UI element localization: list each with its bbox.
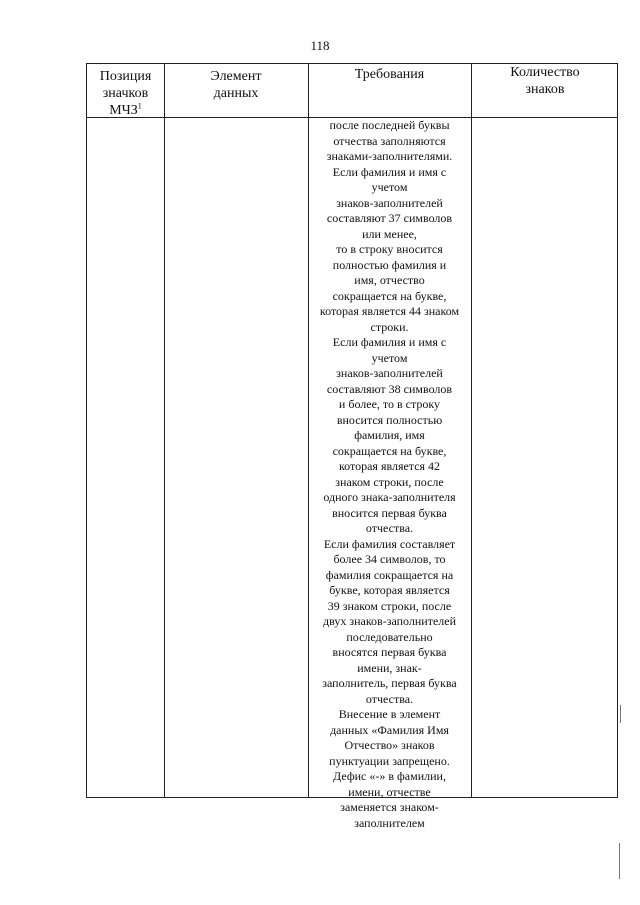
requirements-line: Отчество» знаков bbox=[344, 738, 435, 752]
margin-mark bbox=[620, 705, 621, 723]
requirements-line: Если фамилия и имя с bbox=[332, 335, 447, 349]
header-count bbox=[471, 64, 619, 98]
header-position-mchz: МЧЗ bbox=[109, 103, 138, 118]
requirements-line: отчества заполняются bbox=[333, 133, 446, 148]
header-element-line: данных bbox=[213, 86, 259, 101]
requirements-line: пунктуации запрещено. bbox=[329, 753, 450, 768]
requirements-line: букве, которая является bbox=[329, 583, 450, 597]
requirements-line: фамилия, имя bbox=[354, 428, 425, 442]
requirements-line: знаком строки, после bbox=[335, 474, 444, 489]
requirements-line: знаками-заполнителями. bbox=[326, 149, 453, 163]
requirements-line: или менее, bbox=[362, 226, 417, 241]
requirements-line: вносятся первая буква bbox=[332, 645, 447, 659]
requirements-line: Дефис «-» в фамилии, bbox=[333, 769, 446, 783]
requirements-line: заполнителем bbox=[354, 815, 425, 830]
requirements-line: Если фамилия составляет bbox=[323, 536, 456, 551]
requirements-line: вносится полностью bbox=[336, 412, 443, 427]
requirements-line: Внесение в элемент bbox=[338, 707, 441, 721]
requirements-line: заменяется знаком- bbox=[340, 800, 439, 814]
requirements-line: одного знака-заполнителя bbox=[323, 490, 456, 504]
header-position-footnote: 1 bbox=[137, 101, 142, 111]
requirements-line: фамилия сокращается на bbox=[325, 567, 454, 582]
header-position-line bbox=[87, 102, 164, 119]
requirements-line: после последней буквы bbox=[329, 118, 450, 132]
requirements-line: сокращается на букве, bbox=[332, 288, 447, 303]
header-count-line: знаков bbox=[525, 82, 565, 97]
requirements-line: двух знаков-заполнителей bbox=[322, 614, 457, 628]
header-count-line: Количество bbox=[510, 65, 580, 80]
requirements-cell bbox=[308, 118, 471, 831]
requirements-line: знаков-заполнителей bbox=[336, 195, 443, 210]
requirements-line: полностью фамилия и bbox=[332, 257, 447, 272]
requirements-line: отчества. bbox=[365, 691, 414, 706]
page-number: 118 bbox=[310, 38, 330, 53]
requirements-line: Если фамилия и имя с bbox=[332, 164, 447, 179]
requirements-line: и более, то в строку bbox=[338, 397, 441, 411]
requirements-line: имени, знак- bbox=[357, 660, 422, 675]
requirements-line: которая является 42 bbox=[338, 459, 441, 473]
requirements-line: имени, отчестве bbox=[348, 784, 431, 799]
requirements-line: составляют 37 символов bbox=[326, 211, 453, 225]
header-position bbox=[87, 64, 164, 119]
header-position-line: значков bbox=[102, 86, 149, 101]
requirements-line: знаков-заполнителей bbox=[336, 366, 443, 380]
header-position-line: Позиция bbox=[99, 69, 152, 84]
requirements-line: учетом bbox=[371, 180, 408, 194]
requirements-line: учетом bbox=[371, 350, 408, 365]
requirements-line: отчества. bbox=[365, 521, 414, 535]
header-element bbox=[164, 64, 308, 102]
requirements-table bbox=[86, 63, 618, 830]
requirements-line: строки. bbox=[370, 319, 409, 334]
requirements-line: 39 знаком строки, после bbox=[327, 598, 452, 613]
header-requirements bbox=[308, 64, 471, 83]
header-element-line: Элемент bbox=[210, 69, 262, 84]
requirements-line: вносится первая буква bbox=[332, 505, 447, 520]
column-divider bbox=[471, 64, 472, 797]
requirements-line: сокращается на букве, bbox=[332, 443, 447, 458]
requirements-line: то в строку вносится bbox=[336, 242, 443, 256]
requirements-line: более 34 символов, то bbox=[333, 552, 446, 566]
requirements-line: заполнитель, первая буква bbox=[322, 676, 457, 690]
requirements-line: последовательно bbox=[346, 629, 433, 644]
requirements-line: данных «Фамилия Имя bbox=[330, 722, 449, 737]
column-divider bbox=[164, 64, 165, 797]
requirements-line: которая является 44 знаком bbox=[319, 304, 460, 318]
requirements-line: имя, отчество bbox=[354, 273, 425, 287]
requirements-line: составляют 38 символов bbox=[326, 381, 453, 396]
header-requirements-line: Требования bbox=[354, 67, 425, 82]
margin-mark bbox=[619, 843, 620, 879]
